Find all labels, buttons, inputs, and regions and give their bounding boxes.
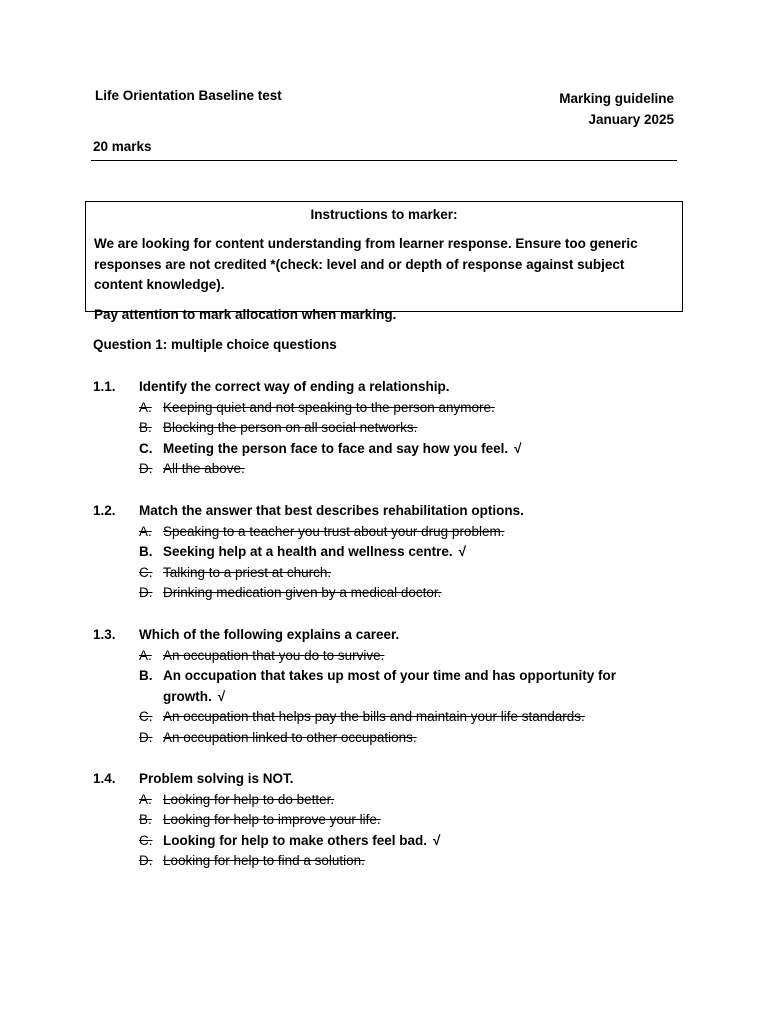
option-c-correct bbox=[93, 831, 683, 852]
option-d bbox=[93, 728, 683, 749]
question-line bbox=[93, 625, 683, 646]
instructions-title: Instructions to marker: bbox=[310, 207, 458, 222]
option-text: Drinking medication given by a medical doctor. bbox=[163, 585, 442, 600]
header-divider bbox=[91, 160, 677, 161]
question-1-3 bbox=[93, 625, 683, 748]
tick-mark-icon: √ bbox=[217, 688, 226, 704]
question-number: 1.2. bbox=[93, 503, 116, 518]
option-text: Looking for help to make others feel bad. bbox=[163, 832, 428, 848]
option-b bbox=[93, 418, 683, 439]
question-number: 1.4. bbox=[93, 771, 116, 786]
question-1-2 bbox=[93, 501, 683, 604]
guideline-date: January 2025 bbox=[588, 112, 674, 127]
option-letter: B. bbox=[139, 544, 153, 559]
total-marks: 20 marks bbox=[93, 139, 152, 154]
option-text: Seeking help at a health and wellness centre. bbox=[163, 544, 453, 559]
option-letter: A. bbox=[139, 523, 152, 539]
option-letter: D. bbox=[139, 729, 153, 745]
option-letter: A. bbox=[139, 399, 152, 415]
option-text: An occupation linked to other occupations. bbox=[163, 729, 417, 745]
option-c bbox=[93, 563, 683, 584]
test-title: Life Orientation Baseline test bbox=[95, 88, 282, 103]
question-text: Which of the following explains a career. bbox=[139, 627, 400, 642]
option-text: Looking for help to find a solution. bbox=[163, 853, 365, 868]
option-b-correct bbox=[93, 666, 668, 707]
option-letter: D. bbox=[139, 853, 153, 868]
question-line bbox=[93, 769, 683, 790]
option-letter: C. bbox=[139, 832, 153, 848]
option-d bbox=[93, 583, 683, 604]
question-number: 1.1. bbox=[93, 379, 116, 394]
option-text: An occupation that takes up most of your time and has opportunity for growth. bbox=[163, 668, 617, 704]
option-b bbox=[93, 810, 683, 831]
option-c-correct bbox=[93, 439, 683, 460]
guideline-label: Marking guideline bbox=[559, 91, 674, 106]
option-letter: C. bbox=[139, 564, 153, 580]
option-text: Speaking to a teacher you trust about your drug problem. bbox=[163, 523, 505, 539]
tick-mark-icon: √ bbox=[458, 544, 467, 559]
question-line bbox=[93, 377, 683, 398]
option-letter: B. bbox=[139, 668, 153, 683]
option-text: An occupation that helps pay the bills and maintain your life standards. bbox=[163, 709, 585, 724]
option-d bbox=[93, 459, 683, 480]
option-a bbox=[93, 522, 683, 543]
question-line bbox=[93, 501, 683, 522]
option-text: Keeping quiet and not speaking to the person anymore. bbox=[163, 399, 495, 415]
option-b-correct bbox=[93, 542, 683, 563]
option-text: Looking for help to do better. bbox=[163, 791, 335, 807]
option-letter: C. bbox=[139, 440, 153, 456]
option-a bbox=[93, 398, 683, 419]
option-text: Looking for help to improve your life. bbox=[163, 812, 381, 827]
marker-instructions-box bbox=[85, 201, 683, 322]
option-text: An occupation that you do to survive. bbox=[163, 647, 385, 663]
question-number: 1.3. bbox=[93, 627, 116, 642]
option-text: All the above. bbox=[163, 461, 245, 476]
option-d bbox=[93, 851, 683, 872]
option-text: Blocking the person on all social networks. bbox=[163, 420, 418, 435]
option-c bbox=[93, 707, 683, 728]
question-1-1 bbox=[93, 377, 683, 480]
option-letter: C. bbox=[139, 709, 153, 724]
question-text: Match the answer that best describes rehabilitation options. bbox=[139, 503, 524, 518]
instructions-body: We are looking for content understanding from learner response. Ensure too generic responses are not credited *(check: level and or depth of response against subject content knowledge). bbox=[94, 236, 638, 292]
tick-mark-icon: √ bbox=[514, 440, 522, 456]
tick-mark-icon: √ bbox=[433, 832, 441, 848]
question-text: Problem solving is NOT. bbox=[139, 771, 294, 786]
option-text: Meeting the person face to face and say how you feel. bbox=[163, 440, 509, 456]
option-letter: A. bbox=[139, 791, 152, 807]
option-a bbox=[93, 790, 683, 811]
option-text: Talking to a priest at church. bbox=[163, 564, 332, 580]
header-right-block bbox=[559, 88, 674, 130]
question-1-4 bbox=[93, 769, 683, 872]
option-letter: B. bbox=[139, 420, 152, 435]
option-letter: A. bbox=[139, 647, 152, 663]
option-letter: D. bbox=[139, 461, 153, 476]
question-text: Identify the correct way of ending a relationship. bbox=[139, 379, 450, 394]
section-heading: Question 1: multiple choice questions bbox=[93, 337, 337, 352]
option-a bbox=[93, 646, 683, 667]
instructions-note: Pay attention to mark allocation when marking. bbox=[94, 306, 397, 322]
option-letter: B. bbox=[139, 812, 152, 827]
option-letter: D. bbox=[139, 585, 153, 600]
